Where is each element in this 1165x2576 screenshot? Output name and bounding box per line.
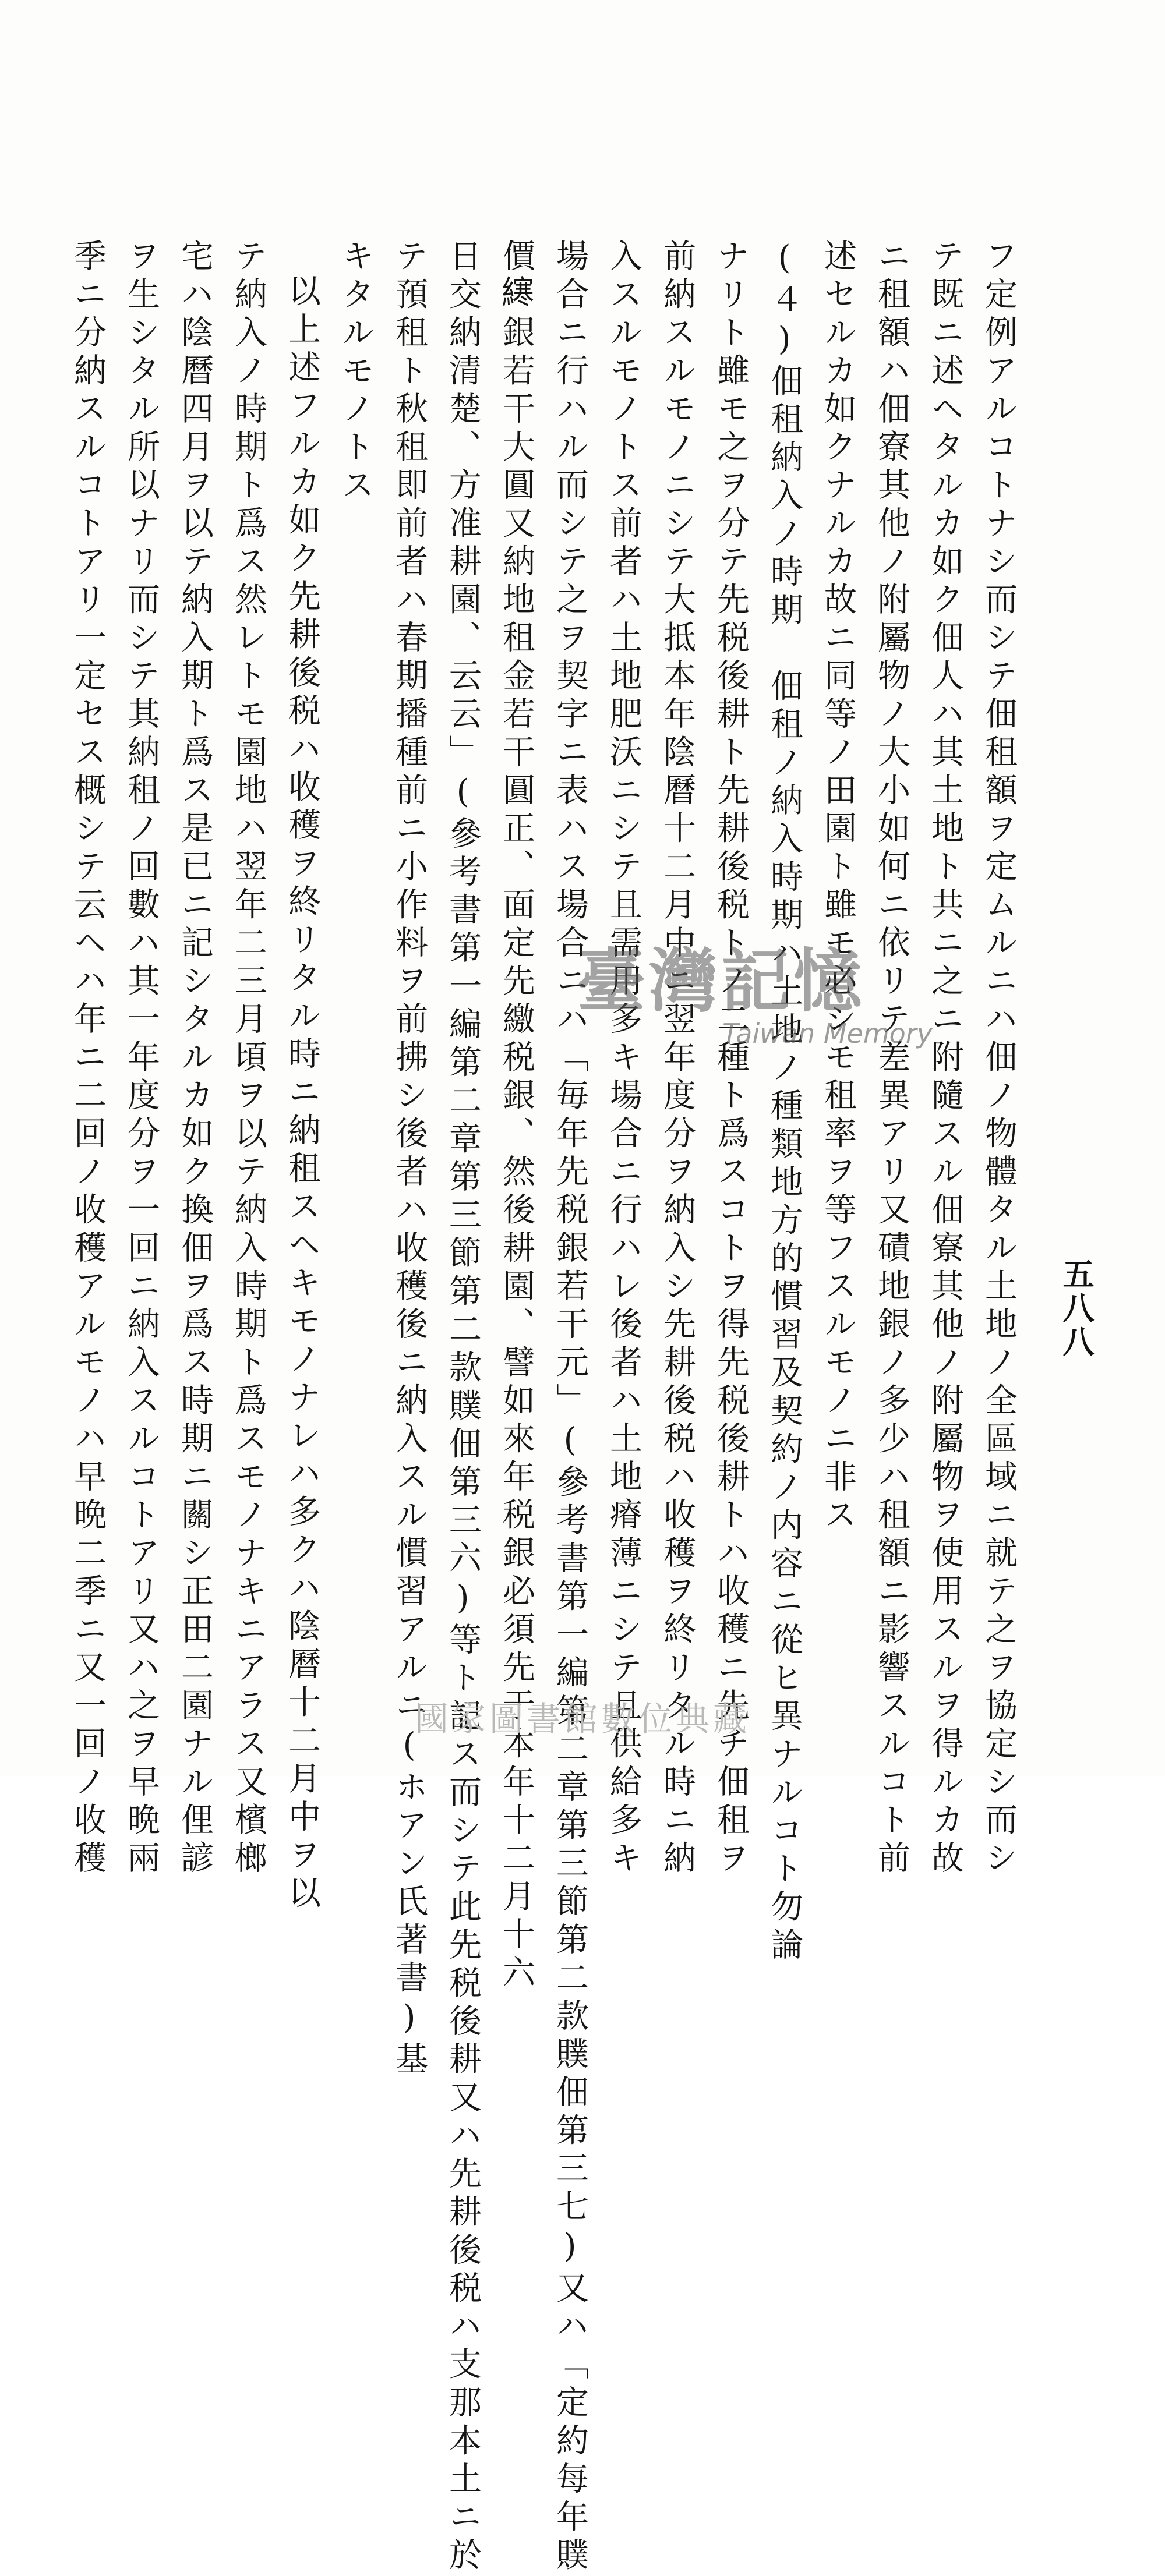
text-column: テ預租ト秋租即前者ハ春期播種前ニ小作料ヲ前拂シ後者ハ收穫後ニ納入スル慣習アルニ(ホアン氏著書)基: [390, 239, 428, 2080]
text-column: テ納入ノ時期ト爲ス然レトモ園地ハ翌年二三月頃ヲ以テ納入時期ト爲スモノナキニアラス又檳榔: [230, 239, 267, 1879]
text-column: 日交納清楚、方准耕園、云云」(參考書第一編第二章第三節第二款贌佃第三六)等ト記ス而シテ此先税後耕又ハ先耕後税ハ支那本土ニ於: [444, 239, 482, 2576]
text-column: 述セルカ如クナルカ故ニ同等ノ田園ト雖モ必シモ租率ヲ等フスルモノニ非ス: [819, 239, 857, 1535]
text-column: ナリト雖モ之ヲ分テ先税後耕ト先耕後税トノ二種ト爲スコトヲ得先税後耕トハ收穫ニ先チ佃租ヲ: [712, 239, 750, 1879]
watermark-subtitle: Taiwan Memory: [722, 1018, 933, 1049]
text-column: 場合ニ行ハル而シテ之ヲ契字ニ表ハス場合ニハ「毎年先税銀若干元」(參考書第一編第二章第三節第二款贌佃第三七)又ハ「定約每年贌: [551, 239, 589, 2576]
text-column: ニ租額ハ佃寮其他ノ附屬物ノ大小如何ニ依リテ差異アリ又磧地銀ノ多少ハ租額ニ影響スルコト前: [873, 239, 910, 1879]
page-number: 五八八: [1058, 1258, 1095, 1359]
watermark-title: 臺灣記憶: [577, 940, 866, 1021]
text-column: 季ニ分納スルコトアリ一定セス概シテ云ヘハ年ニ二回ノ收穫アルモノハ早晩二季ニ又一回ノ收穫: [69, 239, 107, 1879]
text-column: テ既ニ述ヘタルカ如ク佃人ハ其土地ト共ニ之ニ附隨スル佃寮其他ノ附屬物ヲ使用スルヲ得ルカ故: [926, 239, 964, 1879]
text-column: ヲ生シタル所以ナリ而シテ其納租ノ回數ハ其一年度分ヲ一回ニ納入スルコトアリ又ハ之ヲ早晩兩: [122, 239, 160, 1879]
text-column: 宅ハ陰曆四月ヲ以テ納入期ト爲ス是已ニ記シタルカ如ク換佃ヲ爲ス時期ニ關シ正田二園ナル俚諺: [176, 239, 214, 1879]
text-column: キタルモノトス: [337, 239, 375, 506]
paragraph-start-column: 以上述フルカ如ク先耕後税ハ收穫ヲ終リタル時ニ納租スヘキモノナレハ多クハ陰曆十二月中ヲ以: [283, 274, 321, 1914]
text-column: 入スルモノトス前者ハ土地肥沃ニシテ且需用多キ場合ニ行ハレ後者ハ土地瘠薄ニシテ且供給多キ: [605, 239, 642, 1879]
section-heading-column: (４)佃租納入ノ時期 佃租ノ納入時期ハ土地ノ種類地方的慣習及契約ノ内容ニ從ヒ異ナルコト勿論: [765, 239, 803, 1966]
text-column: 價𫟂銀若干大圓又納地租金若干圓正、面定先繳税銀、然後耕園、譬如來年税銀必須先于本年十二月十六: [497, 239, 535, 1993]
text-column: フ定例アルコトナシ而シテ佃租額ヲ定ムルニハ佃ノ物體タル土地ノ全區域ニ就テ之ヲ協定シ而シ: [980, 239, 1018, 1879]
library-footer: 國家圖書館數位典藏: [414, 1699, 750, 1739]
text-column: 前納スルモノニシテ大抵本年陰曆十二月中ニ翌年度分ヲ納入シ先耕後税ハ收穫ヲ終リタル時ニ納: [658, 239, 696, 1879]
